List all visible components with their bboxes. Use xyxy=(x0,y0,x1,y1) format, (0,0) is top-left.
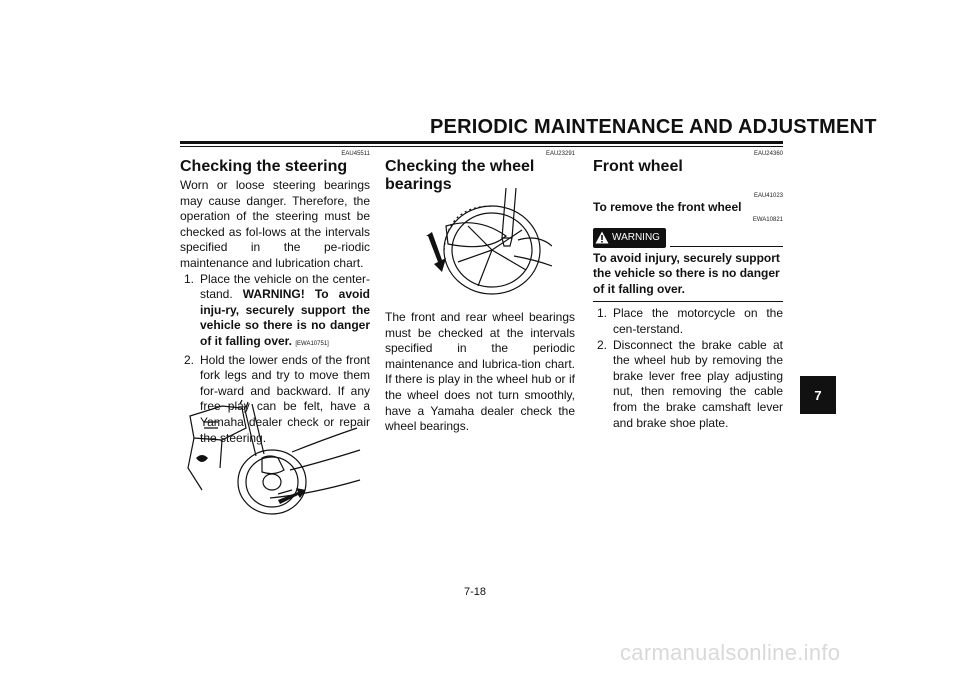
warning-header xyxy=(593,228,783,248)
step-number: 2. xyxy=(596,337,607,352)
page-number: 7-18 xyxy=(464,586,487,598)
wheel-bearing-illustration xyxy=(418,186,552,296)
warning-rule xyxy=(670,246,783,247)
header-rule-thin xyxy=(180,146,783,147)
step-number: 1. xyxy=(596,306,607,321)
spacer xyxy=(593,178,783,192)
step-text xyxy=(200,272,370,353)
list-item xyxy=(180,272,370,353)
warning-code: EWA10821 xyxy=(752,217,783,223)
page-title: PERIODIC MAINTENANCE AND ADJUSTMENT xyxy=(430,116,877,138)
step-number: 1. xyxy=(183,271,194,286)
step-number: 2. xyxy=(183,352,194,367)
body-paragraph: The front and rear wheel bearings must be checked at the intervals specified in the periodic maintenance and lubrica-tion chart. If there is play in the wheel hub or if the wheel does not turn smoothly, have a Yamaha dealer check the wheel bearings. xyxy=(385,310,575,434)
subsection-code: EAU41023 xyxy=(753,193,783,199)
subsection-heading: To remove the front wheel xyxy=(593,200,742,214)
chapter-tab: 7 xyxy=(800,376,836,414)
step-text: Place the motorcycle on the cen-terstand. xyxy=(613,306,783,336)
section-heading: Front wheel xyxy=(593,158,683,175)
steering-check-illustration xyxy=(182,398,362,516)
warning-text: To avoid injury, securely support the vehicle so there is no danger of it falling over. xyxy=(593,251,783,303)
warning-label: WARNING xyxy=(612,232,660,243)
step-instruction: Place the vehicle on the center-stand. xyxy=(200,271,370,302)
warning-triangle-icon xyxy=(595,231,609,244)
steps-list xyxy=(593,306,783,431)
section-heading: Checking the wheel bearings xyxy=(385,158,535,193)
list-item xyxy=(593,306,783,337)
intro-paragraph: Worn or loose steering bearings may cause danger. Therefore, the operation of the steering must be checked as fol-lows at the intervals specified in the pe-riodic maintenance and lubrication chart. xyxy=(180,178,370,270)
section-heading: Checking the steering xyxy=(180,158,348,175)
inline-warning: WARNING! To avoid inju-ry, securely support the vehicle so there is no danger of it falling over. xyxy=(200,287,370,348)
warning-badge xyxy=(593,228,666,248)
step-text: Hold the lower ends of the front fork legs and try to move them for-ward and backward. If any free play can be felt, have a Yamaha dealer check or repair the steering. xyxy=(200,352,370,445)
section-code: EAU45511 xyxy=(341,151,370,157)
column-front-wheel xyxy=(593,150,783,431)
list-item xyxy=(593,338,783,432)
watermark: carmanualsonline.info xyxy=(620,640,841,665)
warning-code: [EWA10751] xyxy=(295,340,329,347)
step-text: Disconnect the brake cable at the wheel hub by removing the brake lever free play adjusting nut, then removing the cable from the brake camshaft lever and brake shoe plate. xyxy=(613,337,783,430)
section-code: EAU24360 xyxy=(753,151,783,157)
section-code: EAU23291 xyxy=(545,151,575,157)
header-rule xyxy=(180,141,783,144)
